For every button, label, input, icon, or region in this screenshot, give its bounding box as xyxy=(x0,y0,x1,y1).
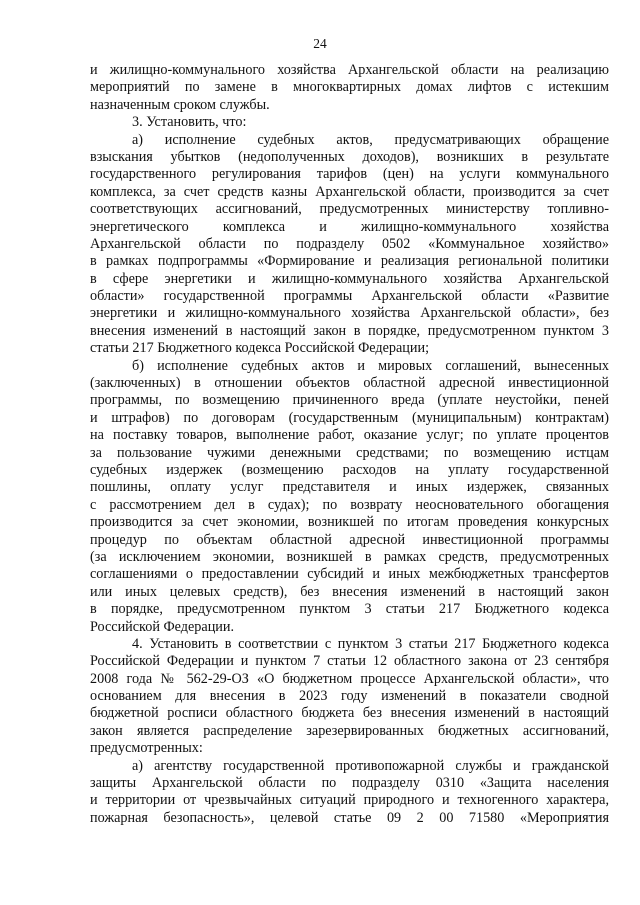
text-line: Архангельской области по подразделу 0502 «Коммунальное хозяйство» xyxy=(90,235,609,252)
text-line: с рассмотрением дел в судах); по возврату неосновательного обогащения xyxy=(90,496,609,513)
text-line: мероприятий по замене в многоквартирных домах лифтов с истекшим xyxy=(90,79,609,96)
text-line: судебных издержек (возмещению расходов на уплату государственной xyxy=(90,461,609,478)
text-line: Российской Федерации и пунктом 7 статьи 12 областного закона от 23 сентября xyxy=(90,653,609,670)
text-line: а) исполнение судебных актов, предусматривающих обращение xyxy=(132,131,609,148)
text-line: области» государственной программы Архангельской области «Развитие xyxy=(90,288,609,305)
text-line: на поставку товаров, выполнение работ, оказание услуг; по уплате процентов xyxy=(90,427,609,444)
page-number: 24 xyxy=(313,36,327,51)
text-line: назначенным сроком службы. xyxy=(90,96,270,113)
text-line: соответствующих ассигнований, предусмотренных министерству топливно- xyxy=(90,201,609,218)
text-line: в порядке, предусмотренном пунктом 3 статьи 217 Бюджетного кодекса xyxy=(90,601,609,618)
text-line: 3. Установить, что: xyxy=(132,114,247,131)
text-line: или иных целевых средств), без внесения изменений в настоящий закон xyxy=(90,583,609,600)
text-line: программы, по возмещению причиненного вреда (уплате неустойки, пеней xyxy=(90,392,609,409)
text-line: производится за счет экономии, возникшей по итогам проведения конкурсных xyxy=(90,514,609,531)
text-line: соглашениями о предоставлении субсидий и иных межбюджетных трансфертов xyxy=(90,566,609,583)
text-line: энергетики и жилищно-коммунального хозяйства Архангельской области», без xyxy=(90,305,609,322)
text-line: энергетического комплекса и жилищно-коммунального хозяйства xyxy=(90,218,609,235)
text-line: защиты Архангельской области по подразделу 0310 «Защита населения xyxy=(90,775,609,792)
text-line: в сфере энергетики и жилищно-коммунального хозяйства Архангельской xyxy=(90,270,609,287)
text-line: Российской Федерации. xyxy=(90,618,235,635)
text-line: внесения изменений в настоящий закон в порядке, предусмотренном пунктом 3 xyxy=(90,322,609,339)
text-line: основанием для внесения в 2023 году изменений в показатели сводной xyxy=(90,688,609,705)
text-line: бюджетной росписи областного бюджета без внесения изменений в настоящий xyxy=(90,705,609,722)
text-line: государственного регулирования тарифов (цен) на услуги коммунального xyxy=(90,166,609,183)
text-line: взыскания убытков (недополученных доходов), возникших в результате xyxy=(90,148,609,165)
text-line: и жилищно-коммунального хозяйства Архангельской области на реализацию xyxy=(90,62,609,78)
text-line: а) агентству государственной противопожарной службы и гражданской xyxy=(132,757,609,774)
text-line: (заключенных) в отношении объектов областной адресной инвестиционной xyxy=(90,375,609,392)
document-body xyxy=(90,62,609,827)
text-line: и территории от чрезвычайных ситуаций природного и техногенного характера, xyxy=(90,792,609,809)
text-line: за пользование чужими денежными средствами; по возмещению истцам xyxy=(90,444,609,461)
text-line: предусмотренных: xyxy=(90,740,203,757)
text-line: процедур по объектам областной адресной инвестиционной программы xyxy=(90,531,609,548)
text-line: 4. Установить в соответствии с пунктом 3 статьи 217 Бюджетного кодекса xyxy=(132,635,609,652)
text-line: б) исполнение судебных актов и мировых соглашений, вынесенных xyxy=(132,357,609,374)
text-line: и штрафов) по договорам (государственным (муниципальным) контрактам) xyxy=(90,409,609,426)
text-line: в рамках подпрограммы «Формирование и реализация региональной политики xyxy=(90,253,609,270)
text-line: закон является распределение зарезервированных бюджетных ассигнований, xyxy=(90,722,609,739)
text-line: пошлины, оплату услуг представителя и иных издержек, связанных xyxy=(90,479,609,496)
text-line: статьи 217 Бюджетного кодекса Российской Федерации; xyxy=(90,340,430,357)
text-line: (за исключением экономии, возникшей в рамках средств, предусмотренных xyxy=(90,548,609,565)
text-line: 2008 года № 562-29-ОЗ «О бюджетном процессе Архангельской области», что xyxy=(90,670,609,687)
text-line: пожарная безопасность», целевой статье 09 2 00 71580 «Мероприятия xyxy=(90,809,609,826)
text-line: комплекса, за счет средств казны Архангельской области, производится за счет xyxy=(90,183,609,200)
